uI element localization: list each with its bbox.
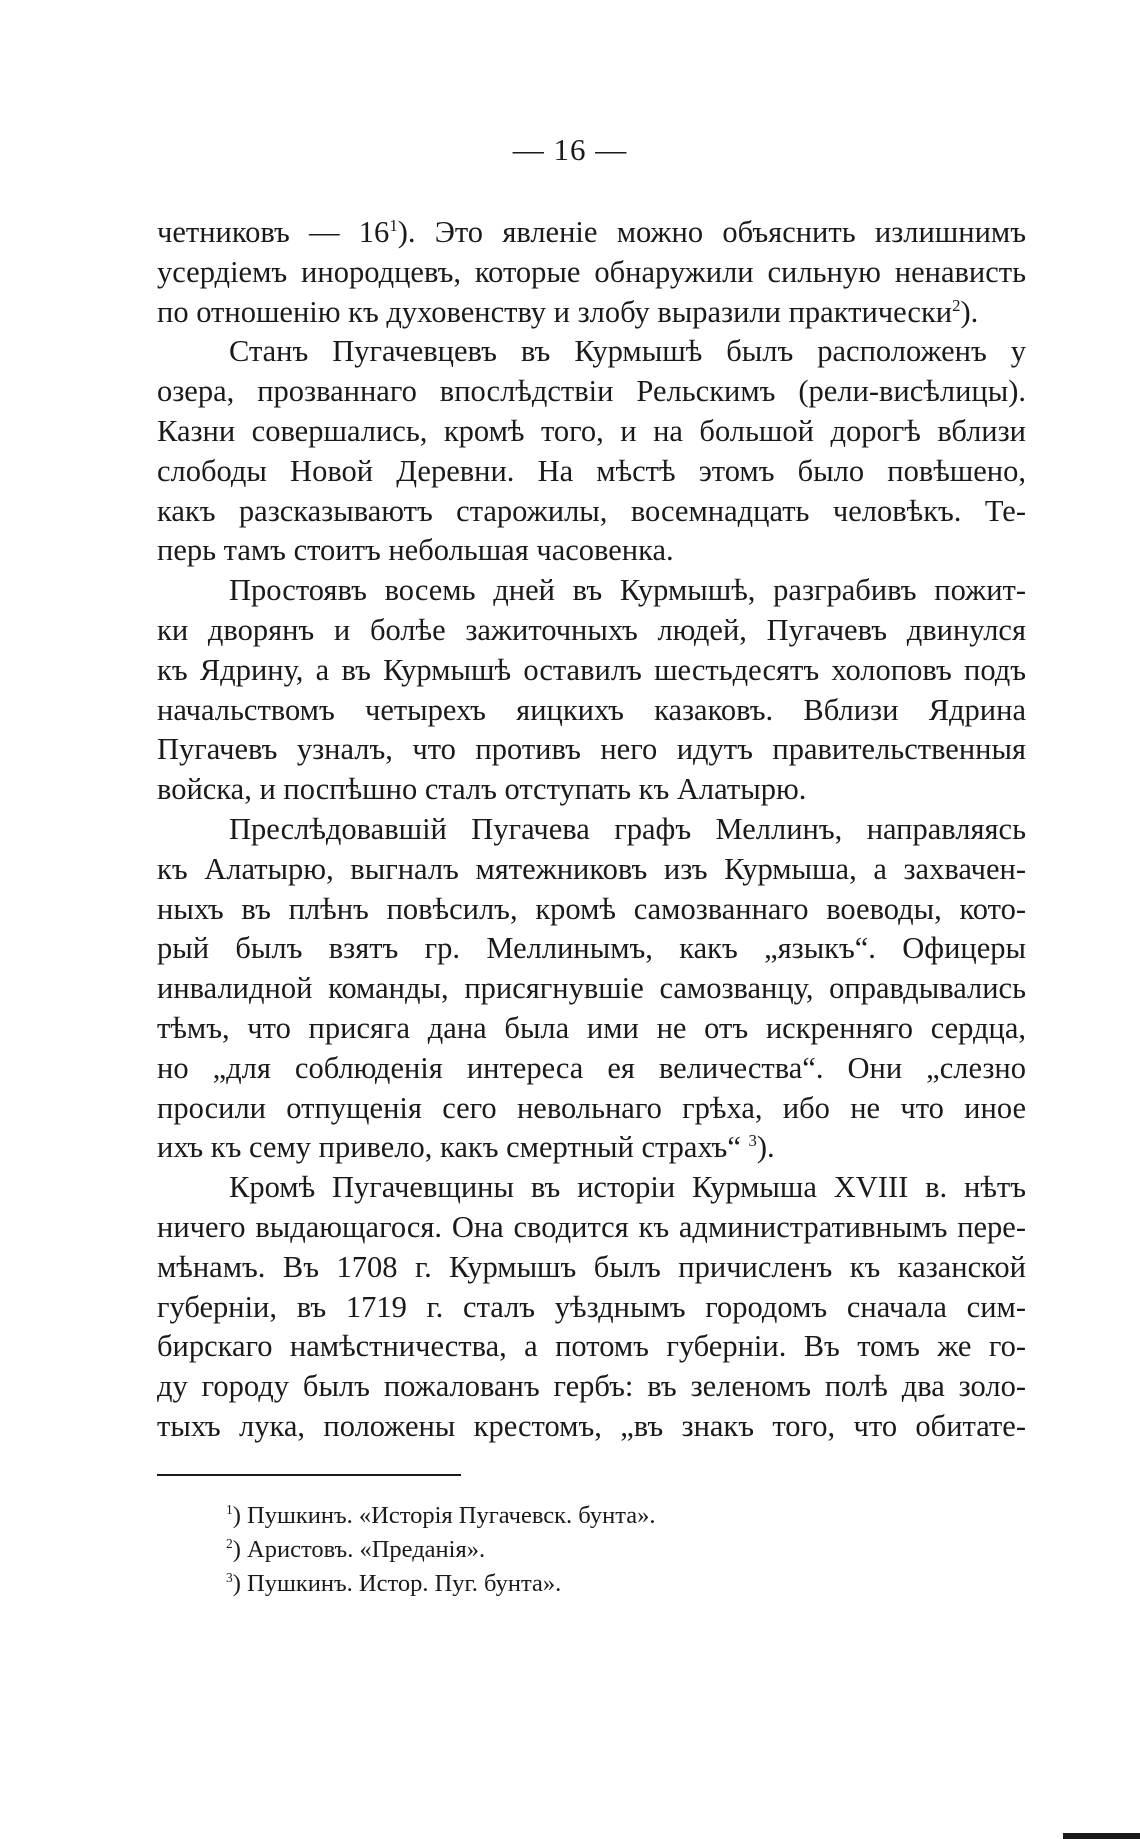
text-line: къ Ядрину, а въ Курмышѣ оставилъ шестьдесятъ холоповъ подъ (157, 652, 1026, 687)
text-line: Казни совершались, кромѣ того, и на большой дорогѣ вблизи (157, 413, 1026, 448)
footnote-mark: 3 (226, 1569, 233, 1585)
text-line: какъ разсказываютъ старожилы, восемнадцать человѣкъ. Те- (157, 493, 1026, 528)
footnote: $^1$) Пушкинъ. «Исторія Пугачевск. бунта». (226, 1501, 656, 1529)
text-line: тыхъ лука, положены крестомъ, „въ знакъ того, что обитате- (157, 1408, 1026, 1443)
text-line: рый былъ взятъ гр. Меллинымъ, какъ „языкъ“. Офицеры (157, 931, 1026, 966)
body-text (157, 213, 1026, 1447)
text-line: инвалидной команды, присягнувшіе самозванцу, оправдывались (157, 971, 1026, 1006)
text-line: Преслѣдовавшій Пугачева графъ Меллинъ, направляясь (229, 811, 1026, 846)
text-line: четниковъ — $16^1$). Это явленіе можно объяснить излишнимъ (157, 215, 1026, 249)
text-line: бирскаго намѣстничества, а потомъ губерніи. Въ томъ же го- (157, 1329, 1026, 1364)
footnote-divider (157, 1474, 461, 1476)
text-line: Пугачевъ узналъ, что противъ него идутъ правительственныя (157, 732, 1026, 767)
footnote-ref: 2 (952, 295, 961, 315)
paragraph (157, 332, 1026, 571)
text-line: ничего выдающагося. Она сводится къ административнымъ пере- (157, 1209, 1026, 1244)
footnote-ref: 1 (389, 215, 398, 235)
text-line: тѣмъ, что присяга дана была ими не отъ искренняго сердца, (157, 1010, 1026, 1045)
page-number: — 16 — (512, 132, 628, 167)
paragraph (157, 571, 1026, 810)
text-line: озера, прозваннаго впослѣдствіи Рельскимъ (рели-висѣлицы). (157, 374, 1026, 409)
text-line: мѣнамъ. Въ 1708 г. Курмышъ былъ причисленъ къ казанской (157, 1249, 1026, 1284)
text-line: войска, и поспѣшно сталъ отступать къ Алатырю. (157, 772, 807, 807)
text-line: ду городу былъ пожалованъ гербъ: въ зеленомъ полѣ два золо- (157, 1369, 1026, 1404)
text-line: начальствомъ четырехъ яицкихъ казаковъ. Вблизи Ядрина (157, 692, 1026, 727)
text-line: губерніи, въ 1719 г. сталъ уѣзднымъ городомъ сначала сим- (157, 1289, 1026, 1324)
text-line: ихъ къ сему привело, какъ смертный страхъ“ $^3$). (157, 1130, 775, 1165)
scan-edge-mark (1063, 1833, 1140, 1839)
text-line: слободы Новой Деревни. На мѣстѣ этомъ было повѣшено, (157, 453, 1026, 488)
footnotes (226, 1499, 655, 1601)
text-line: ки дворянъ и болѣе зажиточныхъ людей, Пугачевъ двинулся (157, 612, 1026, 647)
text-line: но „для соблюденія интереса ея величества“. Они „слезно (157, 1050, 1026, 1085)
footnote: $^2$) Аристовъ. «Преданія». (226, 1535, 486, 1563)
text-line: просили отпущенія сего невольнаго грѣха, ибо не что иное (157, 1090, 1026, 1125)
footnote-mark: 2 (226, 1535, 233, 1551)
paragraph (157, 810, 1026, 1168)
text-line: Кромѣ Пугачевщины въ исторіи Курмыша XVIII в. нѣтъ (229, 1170, 1026, 1205)
footnote: $^3$) Пушкинъ. Истор. Пуг. бунта». (226, 1569, 562, 1597)
text-line: по отношенію къ духовенству и злобу выразили практически$^2$). (157, 294, 979, 329)
paragraph (157, 1168, 1026, 1447)
text-line: Станъ Пугачевцевъ въ Курмышѣ былъ расположенъ у (229, 334, 1026, 369)
footnote-ref: 3 (748, 1131, 757, 1151)
text-line: усердіемъ инородцевъ, которые обнаружили сильную ненависть (157, 254, 1026, 289)
footnote-mark: 1 (226, 1501, 233, 1517)
text-line: къ Алатырю, выгналъ мятежниковъ изъ Курмыша, а захвачен- (157, 851, 1026, 886)
text-line: перь тамъ стоитъ небольшая часовенка. (157, 533, 674, 568)
paragraph (157, 213, 1026, 332)
text-line: ныхъ въ плѣнъ повѣсилъ, кромѣ самозваннаго воеводы, кото- (157, 891, 1026, 926)
text-line: Простоявъ восемь дней въ Курмышѣ, разграбивъ пожит- (229, 573, 1026, 608)
